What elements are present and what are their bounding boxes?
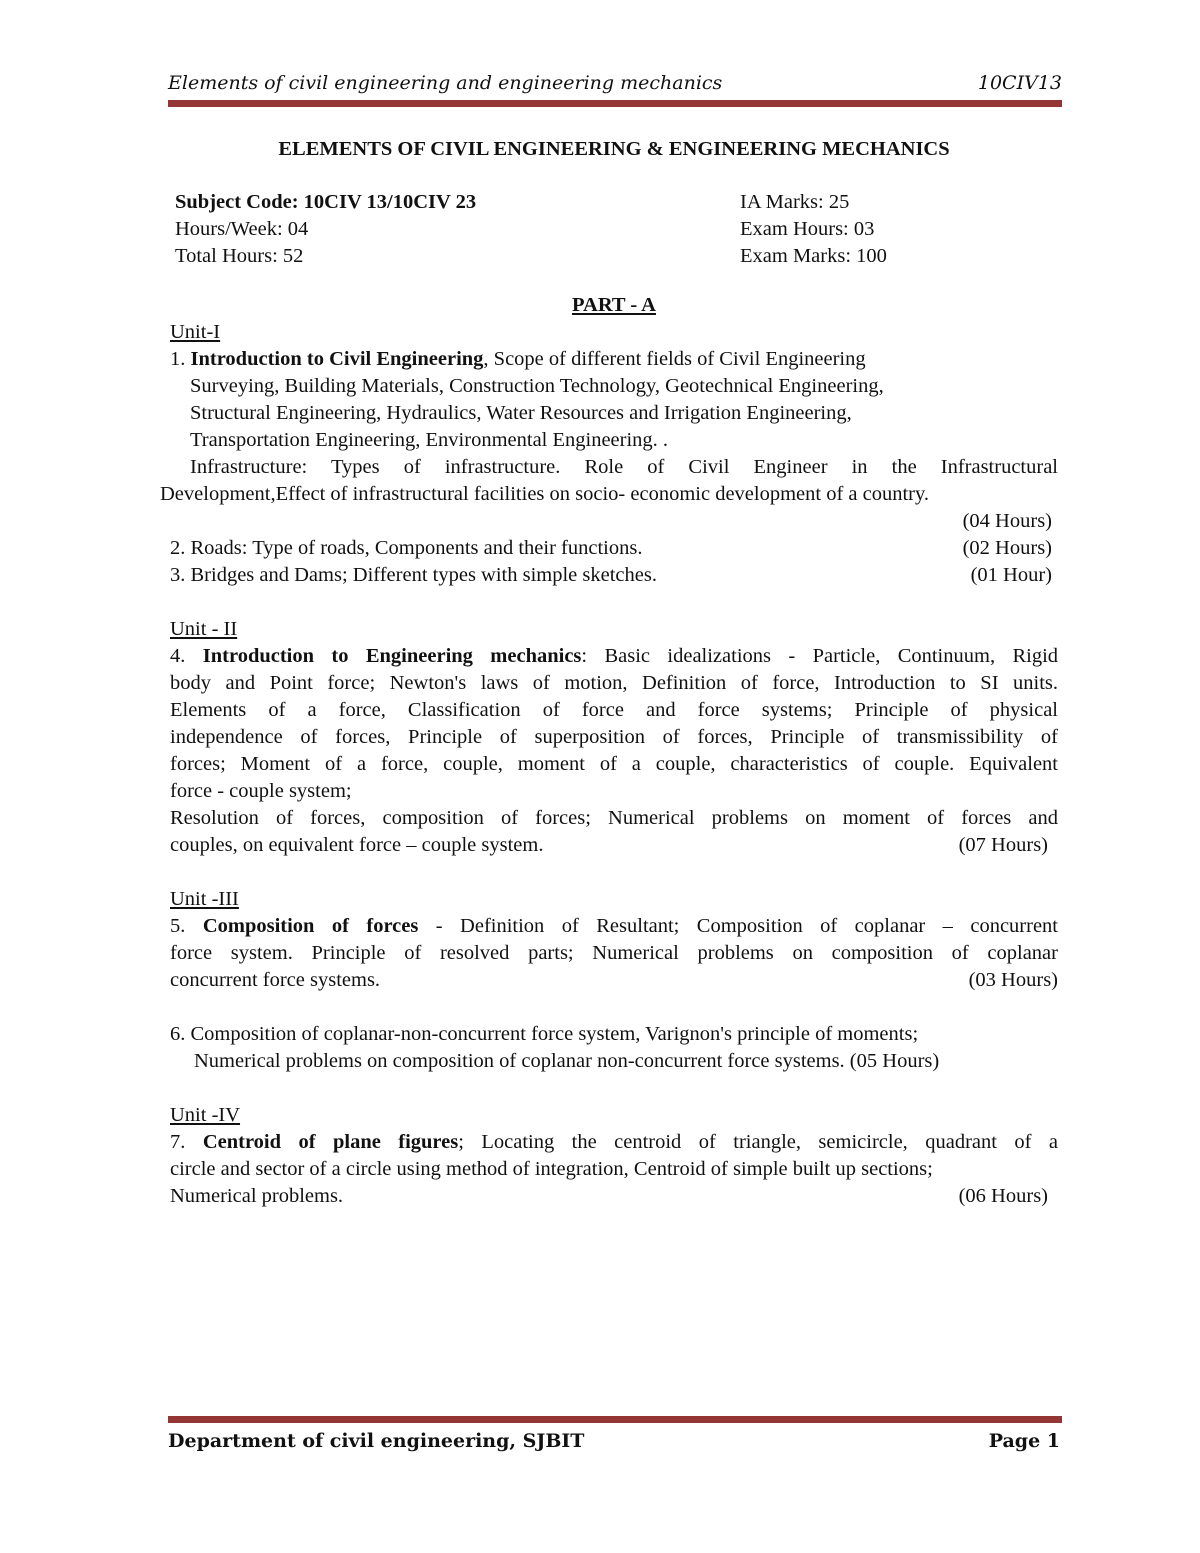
- unit-1-hours-row: [170, 508, 1058, 535]
- unit-2-line-3: Elements of a force, Classification of force and force systems; Principle of physical: [170, 699, 1058, 721]
- bridges-hours: (01 Hour): [970, 564, 1052, 586]
- unit-3-heading: Unit -III: [170, 888, 239, 910]
- unit-2-line-4: independence of forces, Principle of superposition of forces, Principle of transmissibility of: [170, 726, 1058, 748]
- header-course-title: Elements of civil engineering and engineering mechanics: [168, 72, 723, 94]
- page-header: [168, 72, 1062, 94]
- unit-1-line-4: Transportation Engineering, Environmental Engineering. .: [190, 429, 669, 451]
- hours-per-week: Hours/Week: 04: [175, 218, 309, 240]
- unit-2-hours: (07 Hours): [958, 834, 1048, 856]
- exam-hours: Exam Hours: 03: [740, 218, 875, 240]
- unit-4-line-2: circle and sector of a circle using method of integration, Centroid of simple built up sections;: [170, 1158, 933, 1180]
- footer-rule: [168, 1416, 1062, 1423]
- unit-1-roads: 2. Roads: Type of roads, Components and their functions. (02 Hours): [170, 535, 1058, 562]
- unit-1-line-6: Development,Effect of infrastructural facilities on socio- economic development of a country.: [160, 483, 930, 505]
- unit-3-item-6: 6. Composition of coplanar-non-concurrent force system, Varignon's principle of moments;: [170, 1023, 919, 1045]
- unit-4-heading: Unit -IV: [170, 1104, 241, 1126]
- unit-3-topic: Composition of forces: [202, 915, 419, 937]
- document-title: ELEMENTS OF CIVIL ENGINEERING & ENGINEERING MECHANICS: [278, 138, 950, 160]
- page-body: [160, 136, 1059, 1210]
- unit-2-line-5: forces; Moment of a force, couple, moment of a couple, characteristics of couple. Equivalent: [170, 753, 1058, 775]
- roads-hours: (02 Hours): [962, 537, 1052, 559]
- subject-code: Subject Code: 10CIV 13/10CIV 23: [175, 191, 477, 213]
- page-number: Page 1: [988, 1430, 1060, 1452]
- unit-3-line-2: force system. Principle of resolved parts; Numerical problems on composition of coplanar: [170, 942, 1058, 964]
- unit-2-line-7: Resolution of forces, composition of forces; Numerical problems on moment of forces and: [170, 807, 1058, 829]
- unit-4-hours: (06 Hours): [958, 1185, 1048, 1207]
- total-hours: Total Hours: 52: [175, 245, 304, 267]
- unit-3-line-5: Numerical problems on composition of coplanar non-concurrent force systems. (05 Hours): [194, 1050, 940, 1072]
- unit-1-hours: (04 Hours): [962, 510, 1052, 532]
- unit-1-line-5: Infrastructure: Types of infrastructure. Role of Civil Engineer in the Infrastructural: [190, 456, 1058, 478]
- unit-1-line-2: Surveying, Building Materials, Construction Technology, Geotechnical Engineering,: [190, 375, 884, 397]
- unit-4-item-7: 7. Centroid of plane figures; Locating the centroid of triangle, semicircle, quadrant of a: [170, 1131, 1058, 1153]
- ia-marks: IA Marks: 25: [740, 191, 850, 213]
- footer-department: Department of civil engineering, SJBIT: [168, 1430, 585, 1452]
- part-heading: PART - A: [572, 294, 656, 316]
- unit-4-topic: Centroid of plane figures: [202, 1131, 459, 1153]
- unit-2-line-8: couples, on equivalent force – couple system. (07 Hours): [170, 832, 1058, 859]
- header-course-code: 10CIV13: [977, 72, 1062, 94]
- unit-3-item-5: 5. Composition of forces - Definition of Resultant; Composition of coplanar – concurrent: [170, 915, 1058, 937]
- unit-1-bridges: 3. Bridges and Dams; Different types with simple sketches. (01 Hour): [170, 562, 1058, 589]
- unit-1-item-1: 1. Introduction to Civil Engineering, Scope of different fields of Civil Engineering: [170, 348, 866, 370]
- unit-4-line-3: Numerical problems. (06 Hours): [170, 1183, 1058, 1210]
- unit-1-topic: Introduction to Civil Engineering: [190, 348, 484, 370]
- unit-3-line-3: concurrent force systems. (03 Hours): [170, 967, 1058, 994]
- unit-2-line-6: force - couple system;: [170, 780, 352, 802]
- page-footer: [168, 1430, 1060, 1452]
- unit-2-item-4: 4. Introduction to Engineering mechanics: Basic idealizations - Particle, Continuum, Rigid: [170, 645, 1059, 667]
- unit-2-heading: Unit - II: [170, 618, 238, 640]
- unit-1-line-3: Structural Engineering, Hydraulics, Water Resources and Irrigation Engineering,: [190, 402, 852, 424]
- unit-3-hours: (03 Hours): [968, 969, 1058, 991]
- unit-1-heading: Unit-I: [170, 321, 221, 343]
- header-rule: [168, 100, 1062, 107]
- subject-info: [170, 189, 1058, 271]
- unit-2-line-2: body and Point force; Newton's laws of motion, Definition of force, Introduction to SI units.: [170, 672, 1058, 694]
- exam-marks: Exam Marks: 100: [740, 245, 887, 267]
- unit-2-topic: Introduction to Engineering mechanics: [202, 645, 582, 667]
